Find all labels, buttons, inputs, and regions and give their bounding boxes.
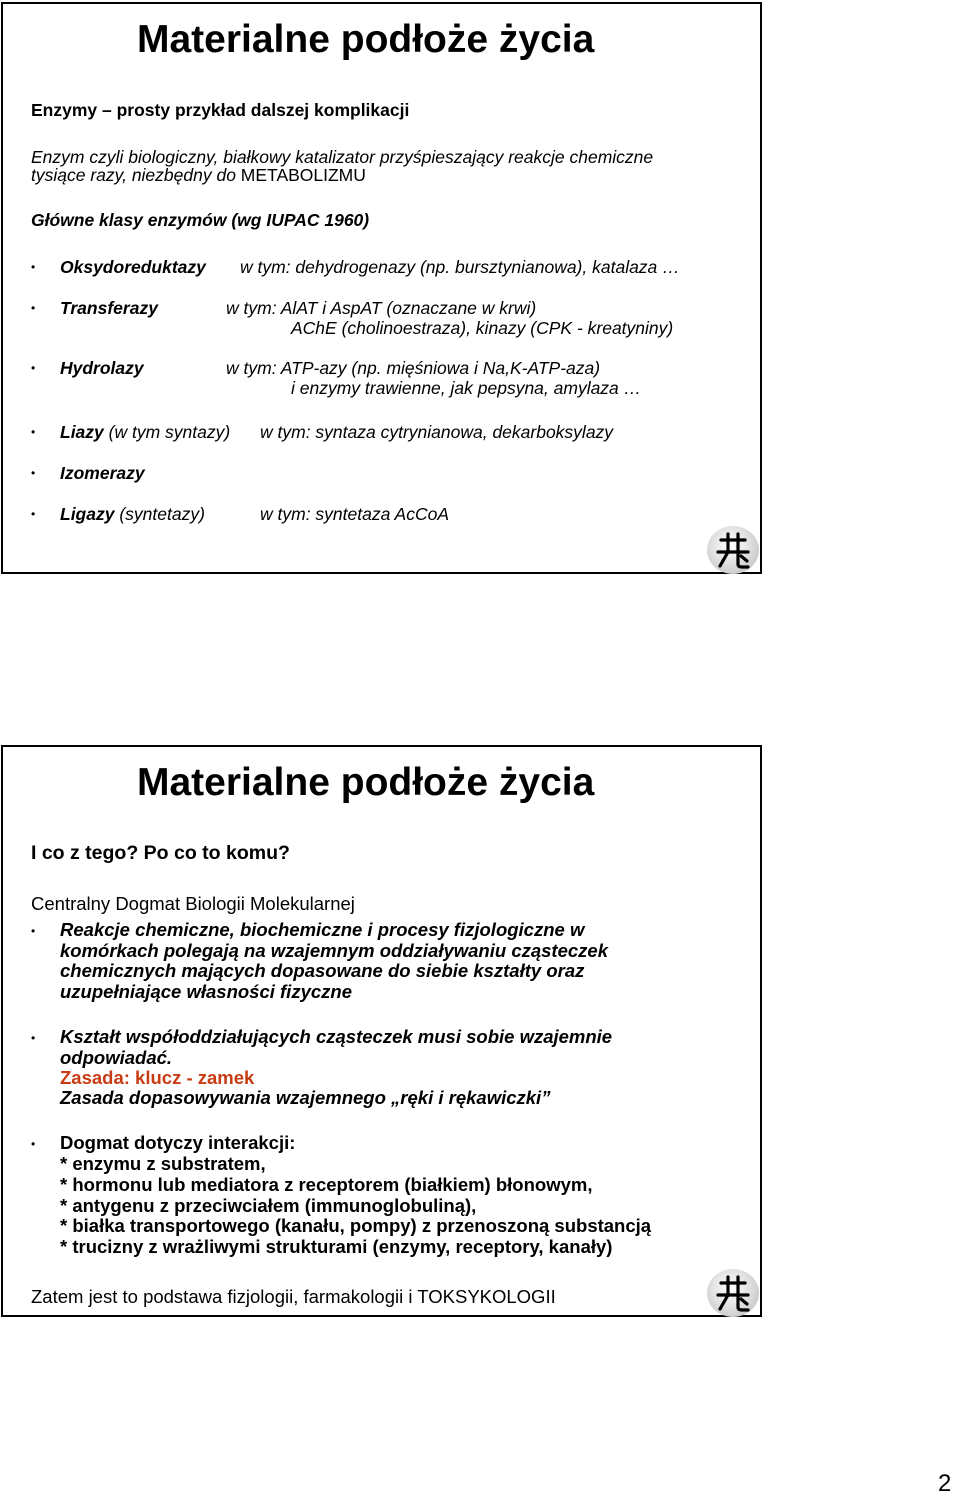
conclusion-line: Zatem jest to podstawa fizjologii, farmakologii i TOKSYKOLOGII: [31, 1286, 556, 1307]
point-1-line: uzupełniające własności fizyczne: [60, 981, 352, 1002]
class-name-ligazy: Ligazy: [60, 504, 115, 524]
slide-subtitle: Enzymy – prosty przykład dalszej komplikacji: [31, 100, 410, 120]
point-2-line: Kształt współoddziałujących cząsteczek musi sobie wzajemnie: [60, 1026, 613, 1047]
bullet: •: [31, 1031, 36, 1045]
bullet: •: [31, 361, 36, 375]
bullet: •: [31, 507, 36, 521]
seal-logo-icon: [707, 1269, 759, 1317]
point-1-line: komórkach polegają na wzajemnym oddziaływaniu cząsteczek: [60, 940, 608, 961]
dogma-heading: Centralny Dogmat Biologii Molekularnej: [31, 893, 355, 914]
seal-logo-icon: [707, 526, 759, 574]
point-1-line: Reakcje chemiczne, biochemiczne i procesy fizjologiczne w: [60, 919, 585, 940]
interaction-item: * enzymu z substratem,: [60, 1153, 266, 1174]
intro-line-2-italic: tysiące razy, niezbędny do: [31, 165, 236, 185]
intro-line-2: [31, 165, 366, 186]
interaction-item: * hormonu lub mediatora z receptorem (białkiem) błonowym,: [60, 1174, 593, 1195]
intro-metabolism: METABOLIZMU: [235, 165, 366, 185]
bullet: •: [31, 260, 36, 274]
class-name-oksydoreduktazy: Oksydoreduktazy: [60, 257, 206, 277]
class-qualifier: (syntetazy): [114, 504, 205, 524]
class-name-transferazy: Transferazy: [60, 298, 158, 318]
class-detail: w tym: ATP-azy (np. mięśniowa i Na,K-ATP-aza): [226, 358, 601, 378]
point-1-line: chemicznych mających dopasowane do siebie kształty oraz: [60, 960, 585, 981]
slide-2: [1, 745, 762, 1317]
classes-heading: Główne klasy enzymów (wg IUPAC 1960): [31, 210, 370, 230]
class-detail: w tym: syntaza cytrynianowa, dekarboksylazy: [260, 422, 614, 442]
point-2-line: odpowiadać.: [60, 1047, 173, 1068]
class-name-hydrolazy: Hydrolazy: [60, 358, 144, 378]
bullet: •: [31, 466, 36, 480]
key-lock-principle: Zasada: klucz - zamek: [60, 1067, 255, 1088]
hand-glove-principle: Zasada dopasowywania wzajemnego „ręki i rękawiczki”: [60, 1087, 551, 1108]
intro-line-1: Enzym czyli biologiczny, białkowy katalizator przyśpieszający reakcje chemiczne: [31, 147, 654, 167]
class-name-izomerazy: Izomerazy: [60, 463, 145, 483]
class-name-liazy-row: [60, 422, 230, 443]
question-line: I co z tego? Po co to komu?: [31, 842, 290, 864]
bullet: •: [31, 924, 36, 938]
class-detail: AChE (cholinoestraza), kinazy (CPK - kreatyniny): [291, 318, 674, 338]
class-detail: w tym: syntetaza AcCoA: [260, 504, 449, 524]
interaction-item: * antygenu z przeciwciałem (immunoglobuliną),: [60, 1195, 477, 1216]
class-detail: i enzymy trawienne, jak pepsyna, amylaza …: [291, 378, 642, 398]
interaction-item: * trucizny z wrażliwymi strukturami (enzymy, receptory, kanały): [60, 1236, 613, 1257]
interaction-item: * białka transportowego (kanału, pompy) z przenoszoną substancją: [60, 1215, 652, 1236]
class-qualifier: (w tym syntazy): [103, 422, 231, 442]
bullet: •: [31, 425, 36, 439]
slide-title: Materialne podłoże życia: [137, 18, 595, 61]
bullet: •: [31, 1137, 36, 1151]
bullet: •: [31, 301, 36, 315]
point-3-heading: Dogmat dotyczy interakcji:: [60, 1132, 296, 1153]
class-name-liazy: Liazy: [60, 422, 104, 442]
class-detail: w tym: dehydrogenazy (np. bursztynianowa), katalaza …: [240, 257, 680, 277]
slide-1: [1, 2, 762, 574]
class-detail: w tym: AlAT i AspAT (oznaczane w krwi): [226, 298, 537, 318]
slide-title: Materialne podłoże życia: [137, 761, 595, 804]
page-number: 2: [938, 1470, 952, 1497]
class-name-ligazy-row: [60, 504, 205, 525]
